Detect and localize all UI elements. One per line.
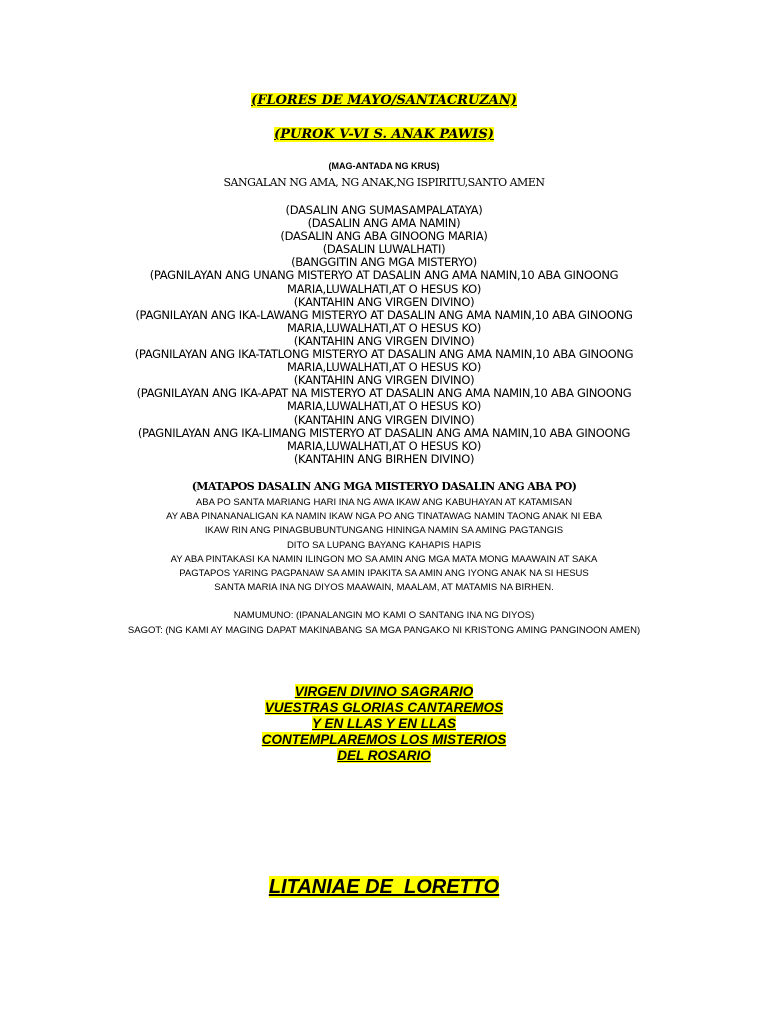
aba-po-line: IKAW RIN ANG PINAGBUBUNTUNGANG HININGA NAMIN SA AMING PAGTANGIS [204, 525, 564, 537]
song-line [0, 700, 768, 716]
prayer-line: (KANTAHIN ANG VIRGEN DIVINO) [293, 294, 475, 309]
song-line [0, 732, 768, 748]
song-line-text: CONTEMPLAREMOS LOS MISTERIOS [261, 732, 507, 747]
aba-po-line: ABA PO SANTA MARIANG HARI INA NG AWA IKAW ANG KABUHAYAN AT KATAMISAN [195, 497, 573, 508]
prayer-line: (KANTAHIN ANG VIRGEN DIVINO) [293, 373, 475, 388]
aba-po-line: SANTA MARIA INA NG DIYOS MAAWAIN, MAALAM, AT MATAMIS NA BIRHEN. [214, 582, 554, 594]
document-subtitle [0, 126, 768, 142]
aba-po-line: AY ABA PINANANALIGAN KA NAMIN IKAW NGA PO ANG TINATAWAG NAMIN TAONG ANAK NI EBA [166, 511, 602, 523]
song-line-text: Y EN LLAS Y EN LLAS [311, 716, 457, 731]
prayer-line: (PAGNILAYAN ANG IKA-APAT NA MISTERYO AT DASALIN ANG AMA NAMIN,10 ABA GINOONG [136, 386, 632, 401]
prayer-line: (DASALIN ANG ABA GINOONG MARIA) [280, 229, 488, 244]
prayer-line: (PAGNILAYAN ANG IKA-LIMANG MISTERYO AT DASALIN ANG AMA NAMIN,10 ABA GINOONG [137, 425, 631, 440]
response-line: SAGOT: (NG KAMI AY MAGING DAPAT MAKINABANG SA MGA PANGAKO NI KRISTONG AMING PANGINOON AMEN) [127, 625, 641, 636]
prayer-line: (DASALIN ANG AMA NAMIN) [307, 216, 461, 231]
prayer-line: (DASALIN ANG SUMASAMPALATAYA) [285, 203, 483, 217]
prayer-line: (PAGNILAYAN ANG IKA-TATLONG MISTERYO AT DASALIN ANG AMA NAMIN,10 ABA GINOONG [134, 347, 634, 362]
song-line-text: VIRGEN DIVINO SAGRARIO [294, 684, 474, 699]
prayer-line: (KANTAHIN ANG BIRHEN DIVINO) [293, 451, 475, 466]
song-lyrics [0, 684, 768, 764]
song-line-text: VUESTRAS GLORIAS CANTAREMOS [264, 700, 504, 715]
prayer-line: MARIA,LUWALHATI,AT O HESUS KO) [286, 399, 482, 414]
aba-po-instruction: (MATAPOS DASALIN ANG MGA MISTERYO DASALIN ANG ABA PO) [191, 480, 577, 493]
prayer-line: (PAGNILAYAN ANG IKA-LAWANG MISTERYO AT DASALIN ANG AMA NAMIN,10 ABA GINOONG [135, 307, 633, 322]
aba-po-line: AY ABA PINTAKASI KA NAMIN ILINGON MO SA AMIN ANG MGA MATA MONG MAAWAIN AT SAKA [170, 553, 598, 565]
prayer-instructions [0, 204, 768, 466]
title-flores-de-mayo: (FLORES DE MAYO/SANTACRUZAN) [251, 93, 517, 108]
song-line [0, 716, 768, 732]
prayer-line: (KANTAHIN ANG VIRGEN DIVINO) [293, 333, 475, 348]
title-purok: (PUROK V-VI S. ANAK PAWIS) [274, 127, 494, 142]
aba-po-line: DITO SA LUPANG BAYANG KAHAPIS HAPIS [286, 539, 482, 551]
prayer-line: MARIA,LUWALHATI,AT O HESUS KO) [286, 438, 482, 453]
prayer-line: MARIA,LUWALHATI,AT O HESUS KO) [286, 320, 482, 335]
song-line-text: DEL ROSARIO [337, 748, 431, 763]
sign-of-cross-text: SANGALAN NG AMA, NG ANAK,NG ISPIRITU,SANTO AMEN [223, 176, 545, 189]
litaniae-title: LITANIAE DE LORETTO [268, 876, 500, 898]
prayer-line: (DASALIN LUWALHATI) [322, 242, 446, 257]
prayer-line: MARIA,LUWALHATI,AT O HESUS KO) [286, 281, 482, 296]
prayer-line: (PAGNILAYAN ANG UNANG MISTERYO AT DASALIN ANG AMA NAMIN,10 ABA GINOONG [149, 268, 619, 283]
prayer-line: (BANGGITIN ANG MGA MISTERYO) [291, 255, 477, 270]
litaniae-heading [0, 876, 768, 899]
prayer-line: (KANTAHIN ANG VIRGEN DIVINO) [293, 412, 475, 427]
leader-line: NAMUMUNO: (IPANALANGIN MO KAMI O SANTANG INA NG DIYOS) [233, 610, 535, 621]
aba-po-line: PAGTAPOS YARING PAGPANAW SA AMIN IPAKITA SA AMIN ANG IYONG ANAK NA SI HESUS [179, 568, 589, 580]
aba-po-prayer [0, 496, 768, 595]
document-title [0, 92, 768, 108]
song-line [0, 684, 768, 700]
sign-of-cross-instruction: (MAG-ANTADA NG KRUS) [328, 161, 440, 171]
prayer-line: MARIA,LUWALHATI,AT O HESUS KO) [286, 360, 482, 375]
song-line [0, 748, 768, 764]
